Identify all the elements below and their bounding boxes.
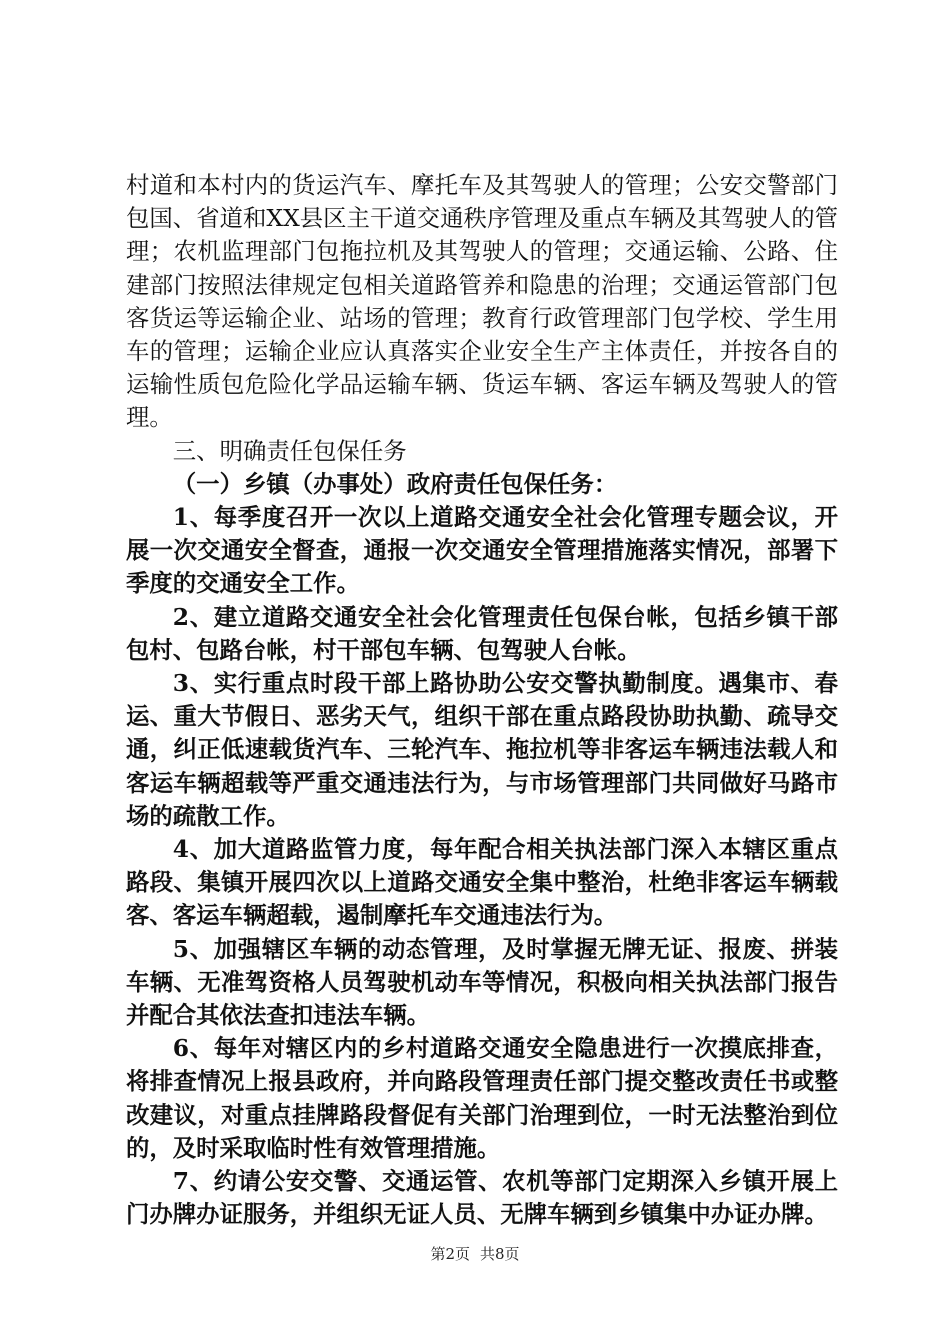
task-item-6: 6、每年对辖区内的乡村道路交通安全隐患进行一次摸底排查，将排查情况上报县政府，并向路段管理责任部门提交整改责任书或整改建议，对重点挂牌路段督促有关部门治理到位，一时无法整治到位的，及时采取临时性有效管理措施。 bbox=[126, 1034, 838, 1162]
page-total: 共8页 bbox=[480, 1245, 520, 1263]
task-item-5: 5、加强辖区车辆的动态管理，及时掌握无牌无证、报废、拼装车辆、无准驾资格人员驾驶机动车等情况，积极向相关执法部门报告并配合其依法查扣违法车辆。 bbox=[126, 934, 838, 1030]
paragraph-responsibility-list: 村道和本村内的货运汽车、摩托车及其驾驶人的管理；公安交警部门包国、省道和XX县区主干道交通秩序管理及重点车辆及其驾驶人的管理；农机监理部门包拖拉机及其驾驶人的管理；交通运输、公路、住建部门按照法律规定包相关道路管养和隐患的治理；交通运管部门包客货运等运输企业、站场的管理；教育行政管理部门包学校、学生用车的管理；运输企业应认真落实企业安全生产主体责任，并按各自的运输性质包危险化学品运输车辆、货运车辆、客运车辆及驾驶人的管理。 bbox=[126, 171, 838, 432]
task-item-4: 4、加大道路监管力度，每年配合相关执法部门深入本辖区重点路段、集镇开展四次以上道路交通安全集中整治，杜绝非客运车辆载客、客运车辆超载，遏制摩托车交通违法行为。 bbox=[126, 835, 838, 930]
task-item-2: 2、建立道路交通安全社会化管理责任包保台帐，包括乡镇干部包村、包路台帐，村干部包车辆、包驾驶人台帐。 bbox=[126, 602, 838, 664]
page-number: 第2页 bbox=[430, 1245, 470, 1263]
document-body bbox=[126, 169, 838, 1232]
task-item-3: 3、实行重点时段干部上路协助公安交警执勤制度。遇集市、春运、重大节假日、恶劣天气，组织干部在重点路段协助执勤、疏导交通，纠正低速载货汽车、三轮汽车、拖拉机等非客运车辆违法载人和客运车辆超载等严重交通违法行为，与市场管理部门共同做好马路市场的疏散工作。 bbox=[126, 669, 838, 830]
task-item-7: 7、约请公安交警、交通运管、农机等部门定期深入乡镇开展上门办牌办证服务，并组织无证人员、无牌车辆到乡镇集中办证办牌。 bbox=[126, 1167, 838, 1229]
task-item-1: 1、每季度召开一次以上道路交通安全社会化管理专题会议，开展一次交通安全督查，通报一次交通安全管理措施落实情况，部署下季度的交通安全工作。 bbox=[126, 503, 838, 598]
subsection-heading-1: （一）乡镇（办事处）政府责任包保任务： bbox=[172, 469, 618, 498]
page-footer bbox=[0, 1244, 950, 1264]
section-heading-3: 三、明确责任包保任务 bbox=[172, 436, 407, 465]
